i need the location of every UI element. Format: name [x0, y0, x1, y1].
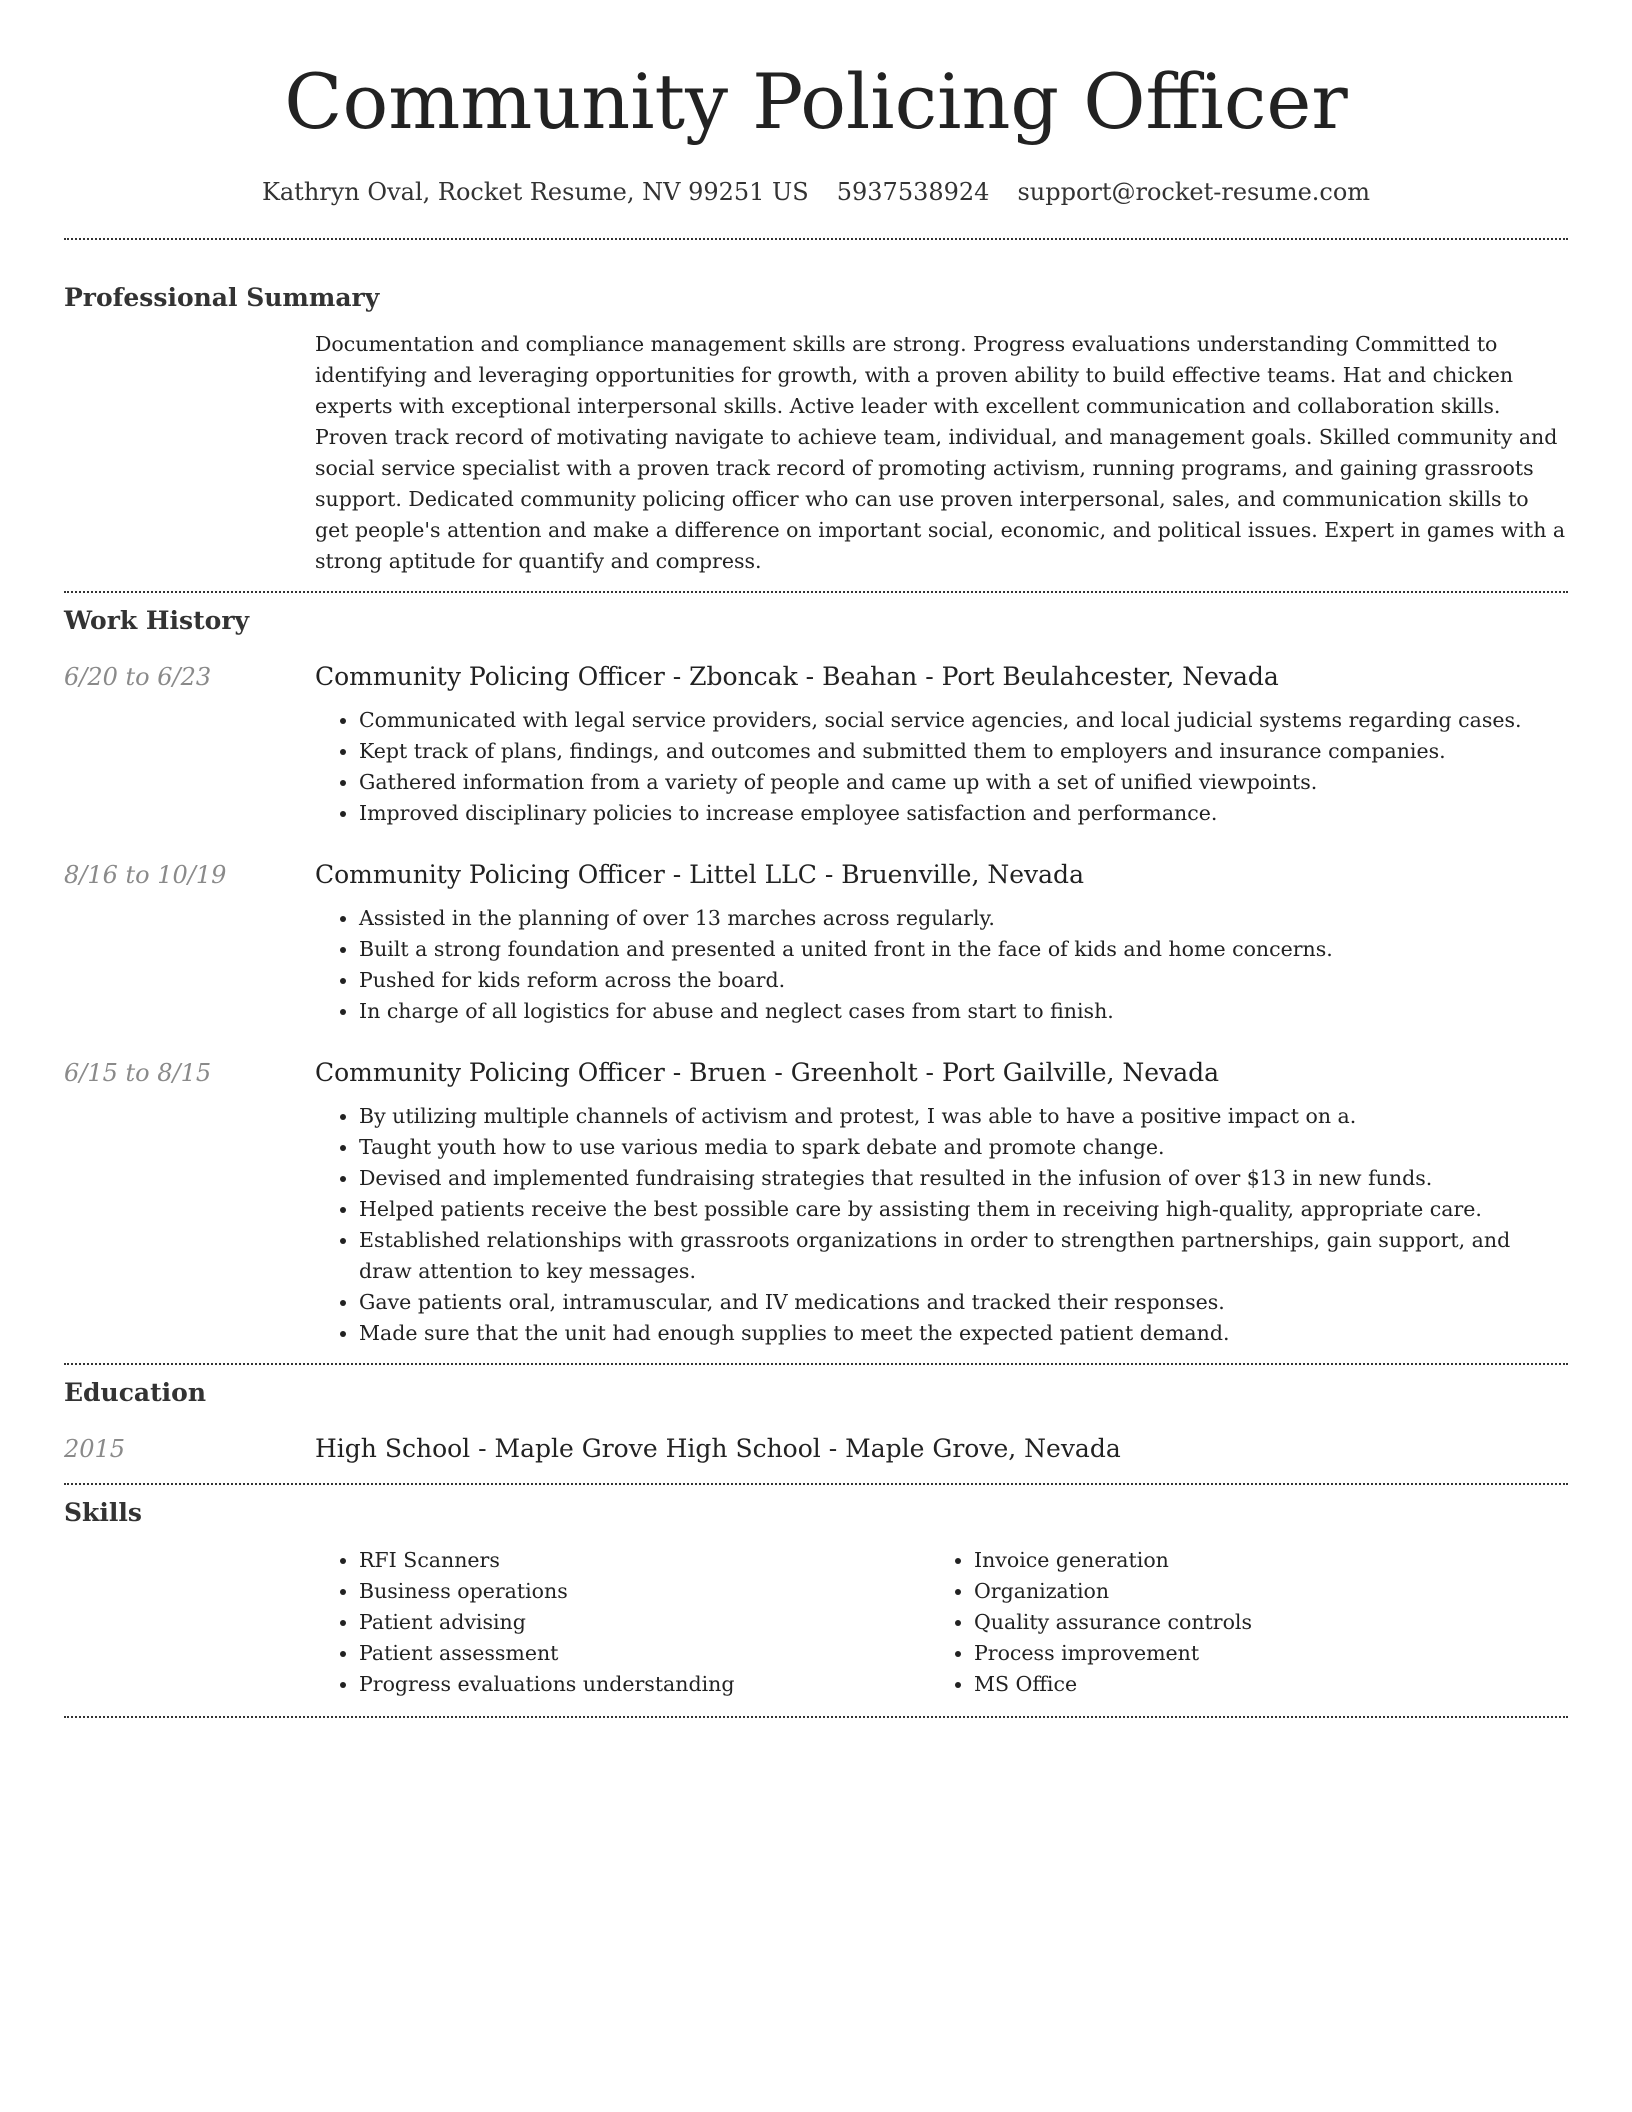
list-item: • Devised and implemented fundraising strategies that resulted in the infusion of over $13 in new funds. [359, 1163, 1568, 1194]
job-title: Community Policing Officer - Zboncak - Beahan - Port Beulahcester, Nevada [315, 662, 1279, 691]
divider [64, 591, 1568, 593]
job-title: Community Policing Officer - Bruen - Greenholt - Port Gailville, Nevada [315, 1058, 1220, 1087]
job-date: 6/15 to 8/15 [64, 1059, 212, 1087]
skills-section [64, 1495, 1568, 1700]
list-item: • In charge of all logistics for abuse and neglect cases from start to finish. [359, 996, 1568, 1027]
section-heading-skills: Skills [64, 1498, 142, 1527]
list-item: • Made sure that the unit had enough supplies to meet the expected patient demand. [359, 1318, 1568, 1349]
skills-list-right [930, 1545, 1545, 1700]
job-bullets [315, 903, 1568, 1027]
resume-header [64, 0, 1568, 210]
list-item: • Taught youth how to use various media to spark debate and promote change. [359, 1132, 1568, 1163]
list-item: • Gave patients oral, intramuscular, and IV medications and tracked their responses. [359, 1287, 1568, 1318]
section-heading-summary: Professional Summary [64, 283, 380, 312]
list-item: • Business operations [359, 1576, 930, 1607]
list-item: • MS Office [974, 1669, 1545, 1700]
list-item: • Pushed for kids reform across the board. [359, 965, 1568, 996]
list-item: • Kept track of plans, findings, and outcomes and submitted them to employers and insurance companies. [359, 736, 1568, 767]
list-item: • Built a strong foundation and presented a united front in the face of kids and home concerns. [359, 934, 1568, 965]
section-heading-education: Education [64, 1378, 207, 1407]
job-bullets [315, 1101, 1568, 1349]
job-bullets [315, 705, 1568, 829]
divider [64, 1363, 1568, 1365]
contact-phone: 5937538924 [836, 178, 990, 206]
list-item: • Assisted in the planning of over 13 marches across regularly. [359, 903, 1568, 934]
education-section [64, 1375, 1568, 1467]
list-item: • Gathered information from a variety of people and came up with a set of unified viewpoints. [359, 767, 1568, 798]
section-heading-work-history: Work History [64, 606, 250, 635]
list-item: • Established relationships with grassroots organizations in order to strengthen partnerships, gain support, and draw attention to key messages. [359, 1225, 1568, 1287]
job-title: Community Policing Officer - Littel LLC - Bruenville, Nevada [315, 860, 1084, 889]
summary-section [64, 280, 1568, 577]
list-item: • Communicated with legal service providers, social service agencies, and local judicial systems regarding cases. [359, 705, 1568, 736]
resume-page [64, 0, 1568, 1718]
list-item: • Invoice generation [974, 1545, 1545, 1576]
skills-list-left [315, 1545, 930, 1700]
job-date: 8/16 to 10/19 [64, 861, 227, 889]
list-item: • Organization [974, 1576, 1545, 1607]
education-title: High School - Maple Grove High School - Maple Grove, Nevada [315, 1434, 1121, 1463]
list-item: • Helped patients receive the best possible care by assisting them in receiving high-quality, appropriate care. [359, 1194, 1568, 1225]
list-item: • Quality assurance controls [974, 1607, 1545, 1638]
job-entry [64, 857, 1568, 1027]
summary-text: Documentation and compliance management skills are strong. Progress evaluations understanding Committed to identifying and leveraging opportunities for growth, with a proven ability to build effective teams. Hat and chicken experts with exceptional interpersonal skills. Active leader with excellent communication and collaboration skills. Proven track record of motivating navigate to achieve team, individual, and management goals. Skilled community and social service specialist with a proven track record of promoting activism, running programs, and gaining grassroots support. Dedicated community policing officer who can use proven interpersonal, sales, and communication skills to get people's attention and make a difference on important social, economic, and political issues. Expert in games with a strong aptitude for quantify and compress. [315, 332, 1566, 573]
list-item: • Process improvement [974, 1638, 1545, 1669]
list-item: • By utilizing multiple channels of activism and protest, I was able to have a positive impact on a. [359, 1101, 1568, 1132]
list-item: • Progress evaluations understanding [359, 1669, 930, 1700]
list-item: • Patient assessment [359, 1638, 930, 1669]
work-history-section [64, 603, 1568, 1349]
list-item: • Patient advising [359, 1607, 930, 1638]
education-date: 2015 [64, 1435, 126, 1463]
contact-address: Kathryn Oval, Rocket Resume, NV 99251 US [261, 178, 809, 206]
education-entry [64, 1431, 1568, 1467]
job-entry [64, 659, 1568, 829]
contact-email: support@rocket-resume.com [1017, 178, 1371, 206]
list-item: • RFI Scanners [359, 1545, 930, 1576]
divider [64, 1483, 1568, 1485]
job-entry [64, 1055, 1568, 1349]
job-date: 6/20 to 6/23 [64, 663, 212, 691]
contact-line [64, 174, 1568, 210]
page-title: Community Policing Officer [284, 57, 1348, 146]
divider [64, 238, 1568, 240]
divider [64, 1716, 1568, 1718]
list-item: • Improved disciplinary policies to increase employee satisfaction and performance. [359, 798, 1568, 829]
